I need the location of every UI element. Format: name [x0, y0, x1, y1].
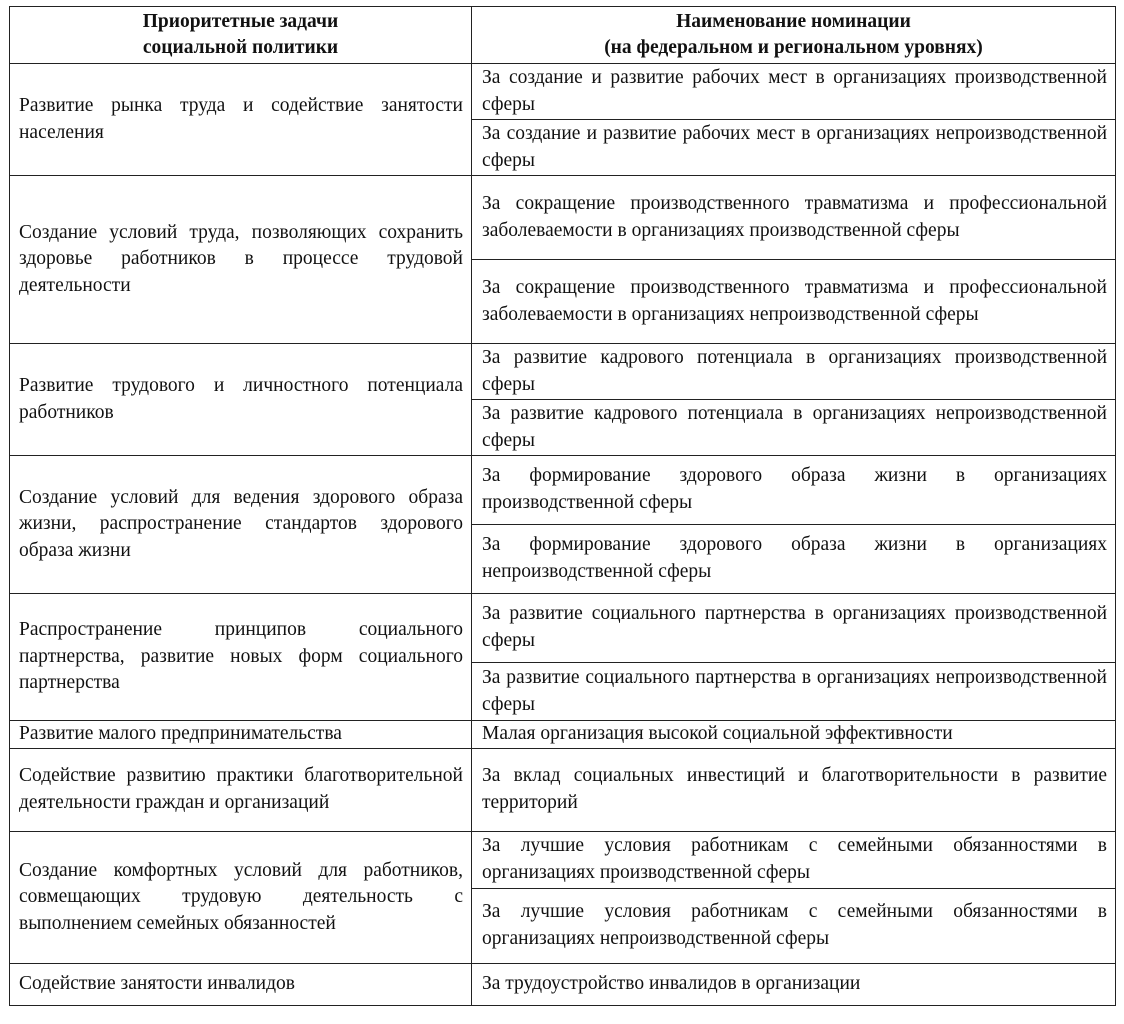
table-row	[10, 749, 1116, 832]
nomination-cell: За формирование здорового образа жизни в организациях производственной сферы	[472, 456, 1116, 525]
nomination-cell: За создание и развитие рабочих мест в организациях непроизводственной сферы	[472, 120, 1116, 176]
nomination-cell: За развитие кадрового потенциала в организациях непроизводственной сферы	[472, 400, 1116, 456]
task-cell: Распространение принципов социального партнерства, развитие новых форм социального партнерства	[10, 594, 472, 721]
nomination-cell: За трудоустройство инвалидов в организации	[472, 964, 1116, 1006]
header-line: социальной политики	[142, 37, 339, 58]
header-line: (на федеральном и региональном уровнях)	[604, 37, 983, 58]
table-row	[10, 64, 1116, 120]
nomination-cell: За лучшие условия работникам с семейными обязанностями в организациях производственной сферы	[472, 832, 1116, 889]
nomination-cell: За сокращение производственного травматизма и профессиональной заболеваемости в организациях непроизводственной сферы	[472, 260, 1116, 344]
nomination-cell: За формирование здорового образа жизни в организациях непроизводственной сферы	[472, 525, 1116, 594]
nomination-cell: За развитие социального партнерства в организациях производственной сферы	[472, 594, 1116, 663]
nomination-cell: За лучшие условия работникам с семейными обязанностями в организациях непроизводственной сферы	[472, 889, 1116, 964]
table-header-row	[10, 7, 1116, 64]
table-row	[10, 344, 1116, 400]
task-cell: Содействие занятости инвалидов	[10, 964, 472, 1006]
task-cell: Создание условий для ведения здорового образа жизни, распространение стандартов здорового образа жизни	[10, 456, 472, 594]
nomination-cell: За сокращение производственного травматизма и профессиональной заболеваемости в организациях производственной сферы	[472, 176, 1116, 260]
nomination-cell: За развитие кадрового потенциала в организациях производственной сферы	[472, 344, 1116, 400]
nomination-cell: За развитие социального партнерства в организациях непроизводственной сферы	[472, 663, 1116, 721]
table-row	[10, 721, 1116, 749]
task-cell: Развитие малого предпринимательства	[10, 721, 472, 749]
nominations-table	[9, 6, 1116, 1006]
nomination-cell: За вклад социальных инвестиций и благотворительности в развитие территорий	[472, 749, 1116, 832]
table-row	[10, 456, 1116, 525]
header-priority-tasks	[10, 7, 472, 64]
table-row	[10, 594, 1116, 663]
task-cell: Развитие рынка труда и содействие занятости населения	[10, 64, 472, 176]
task-cell: Развитие трудового и личностного потенциала работников	[10, 344, 472, 456]
nomination-cell: За создание и развитие рабочих мест в организациях производственной сферы	[472, 64, 1116, 120]
header-line: Наименование номинации	[676, 11, 911, 32]
table-row	[10, 176, 1116, 260]
header-line: Приоритетные задачи	[142, 11, 339, 32]
nomination-cell: Малая организация высокой социальной эффективности	[472, 721, 1116, 749]
header-nomination-name	[472, 7, 1116, 64]
task-cell: Создание комфортных условий для работников, совмещающих трудовую деятельность с выполнением семейных обязанностей	[10, 832, 472, 964]
table-row	[10, 964, 1116, 1006]
task-cell: Создание условий труда, позволяющих сохранить здоровье работников в процессе трудовой деятельности	[10, 176, 472, 344]
task-cell: Содействие развитию практики благотворительной деятельности граждан и организаций	[10, 749, 472, 832]
table-row	[10, 832, 1116, 889]
